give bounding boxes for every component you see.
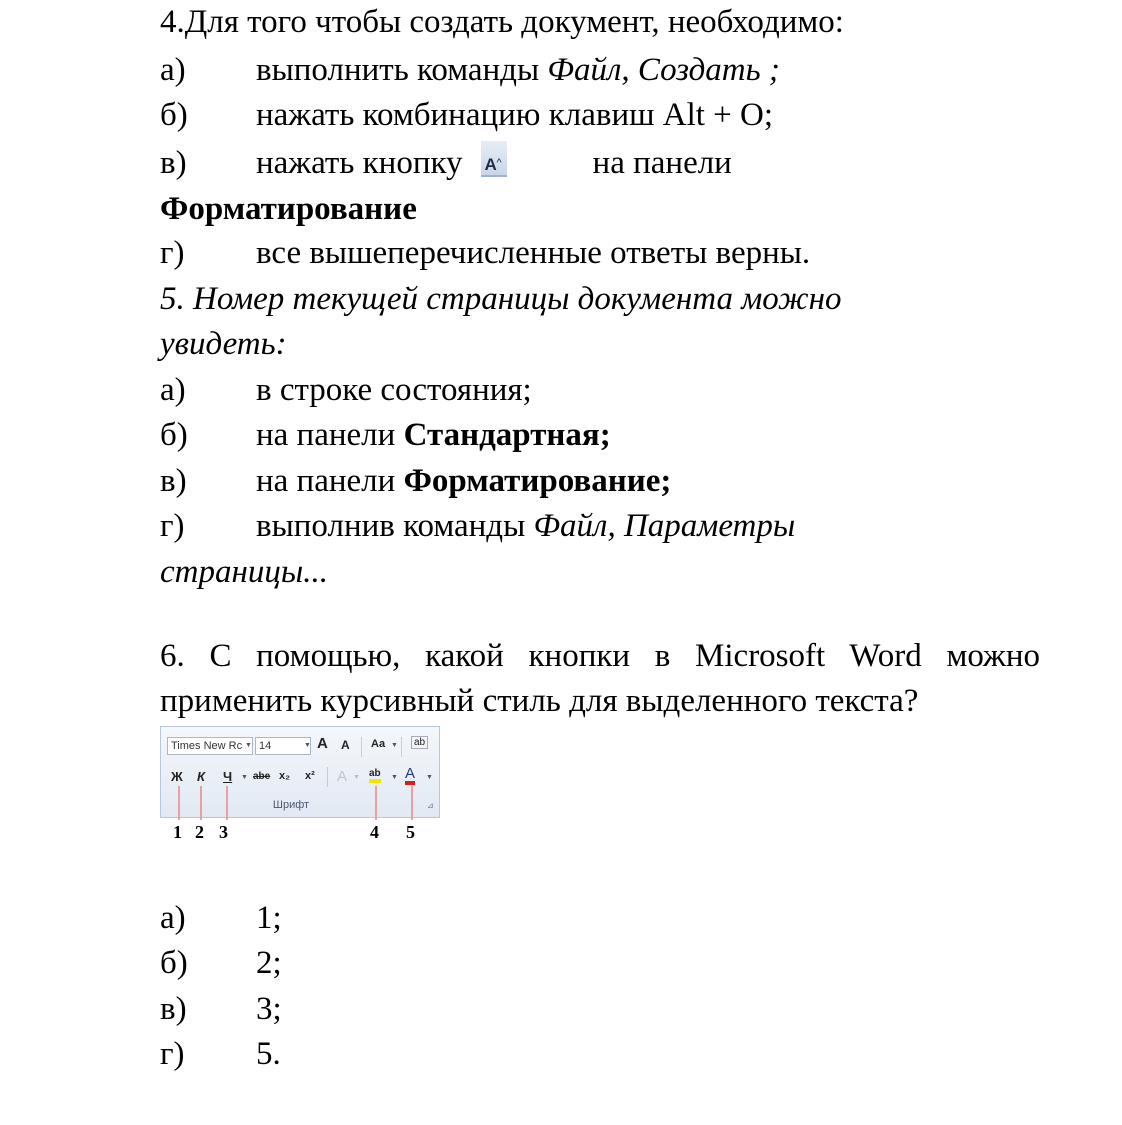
option-italic: Файл, Параметры: [533, 508, 796, 544]
option-label: б): [160, 417, 188, 453]
italic-icon: К: [197, 769, 205, 784]
font-size-dropdown-icon: ▼: [304, 742, 311, 749]
grow-font-icon: A: [317, 735, 328, 752]
callout-number: 5: [406, 822, 415, 842]
option-bold: Стандартная;: [403, 417, 611, 453]
q4-option-b: [160, 93, 773, 137]
option-text: 1;: [256, 900, 282, 936]
separator: [401, 737, 402, 757]
callout-number: 1: [173, 822, 182, 842]
font-color-icon: A: [405, 766, 415, 785]
change-case-dropdown-icon: ▼: [391, 742, 398, 749]
q6-option-b: [160, 941, 282, 985]
callout-line-1: [178, 786, 180, 820]
q6-option-a: [160, 896, 282, 940]
q5-question-line2: увидеть:: [160, 326, 287, 362]
font-ribbon-figure: [160, 726, 440, 818]
ribbon-group-label: Шрифт: [272, 799, 310, 811]
q4-option-c: [160, 141, 732, 185]
option-text: на панели: [256, 417, 404, 453]
separator: [327, 767, 328, 787]
q4-option-d: [160, 231, 810, 275]
clear-format-icon: ab: [411, 736, 428, 749]
q5-option-d-line2: страницы...: [160, 554, 328, 590]
q4-option-a: [160, 48, 780, 92]
highlight-dropdown-icon: ▼: [391, 774, 398, 781]
underline-icon: Ч: [223, 769, 233, 784]
shrink-font-icon: A: [341, 738, 350, 752]
option-label: в): [160, 145, 187, 181]
option-label: г): [160, 1036, 185, 1072]
option-text: нажать комбинацию клавиш Alt + O;: [256, 97, 774, 133]
strikethrough-icon: abe: [253, 771, 271, 782]
font-name-dropdown-icon: ▼: [245, 742, 252, 749]
underline-dropdown-icon: ▼: [241, 774, 248, 781]
option-text: выполнить команды: [256, 52, 548, 88]
grow-font-icon: A ^: [481, 141, 507, 177]
callout-number: 3: [219, 822, 228, 842]
text-effects-dropdown-icon: ▼: [353, 774, 360, 781]
bold-icon: Ж: [171, 769, 183, 784]
option-label: а): [160, 900, 186, 936]
option-text: выполнив команды: [256, 508, 534, 544]
option-text: в строке состояния;: [256, 372, 532, 408]
superscript-icon: x²: [305, 770, 315, 782]
font-name-box: Times New Rc: [167, 737, 253, 755]
q5-option-b: [160, 413, 611, 457]
option-italic: Файл, Создать ;: [547, 52, 780, 88]
option-text: 3;: [256, 991, 282, 1027]
callout-line-2: [200, 786, 202, 820]
q6-option-c: [160, 987, 282, 1031]
q4-question: 4.Для того чтобы создать документ, необходимо:: [160, 4, 844, 40]
callout-number: 2: [195, 822, 204, 842]
option-text: на панели: [256, 463, 404, 499]
option-label: б): [160, 945, 188, 981]
font-size-box: 14: [255, 737, 311, 755]
q6-question-line1: 6. С помощью, какой кнопки в Microsoft Word можно: [160, 638, 1040, 674]
option-text: 5.: [256, 1036, 281, 1072]
option-label: а): [160, 52, 186, 88]
callout-line-3: [226, 786, 228, 820]
separator: [361, 737, 362, 757]
option-label: г): [160, 508, 185, 544]
q5-option-a: [160, 368, 532, 412]
option-text: все вышеперечисленные ответы верны.: [256, 235, 811, 271]
option-label: а): [160, 372, 186, 408]
option-label: в): [160, 991, 187, 1027]
option-bold: Форматирование;: [403, 463, 672, 499]
text-effects-icon: A: [337, 768, 348, 785]
dialog-launcher-icon: ⊿: [427, 801, 434, 810]
subscript-icon: x₂: [279, 770, 291, 782]
callout-number: 4: [370, 822, 379, 842]
callout-line-4: [375, 786, 377, 820]
option-text: нажать кнопку: [256, 145, 463, 181]
q4-option-c-bold: Форматирование: [160, 191, 417, 227]
option-label: в): [160, 463, 187, 499]
callout-line-5: [411, 786, 413, 820]
option-text: 2;: [256, 945, 282, 981]
q5-option-c: [160, 459, 671, 503]
change-case-icon: Aa: [371, 738, 386, 750]
option-label: б): [160, 97, 188, 133]
q6-option-d: [160, 1032, 281, 1076]
option-text-2: на панели: [592, 145, 732, 181]
font-color-dropdown-icon: ▼: [426, 774, 433, 781]
q5-question-line1: 5. Номер текущей страницы документа можно: [160, 281, 842, 317]
q5-option-d: [160, 504, 795, 548]
option-label: г): [160, 235, 185, 271]
highlight-icon: ab: [369, 768, 381, 783]
q6-question-line2: применить курсивный стиль для выделенного текста?: [160, 683, 919, 719]
